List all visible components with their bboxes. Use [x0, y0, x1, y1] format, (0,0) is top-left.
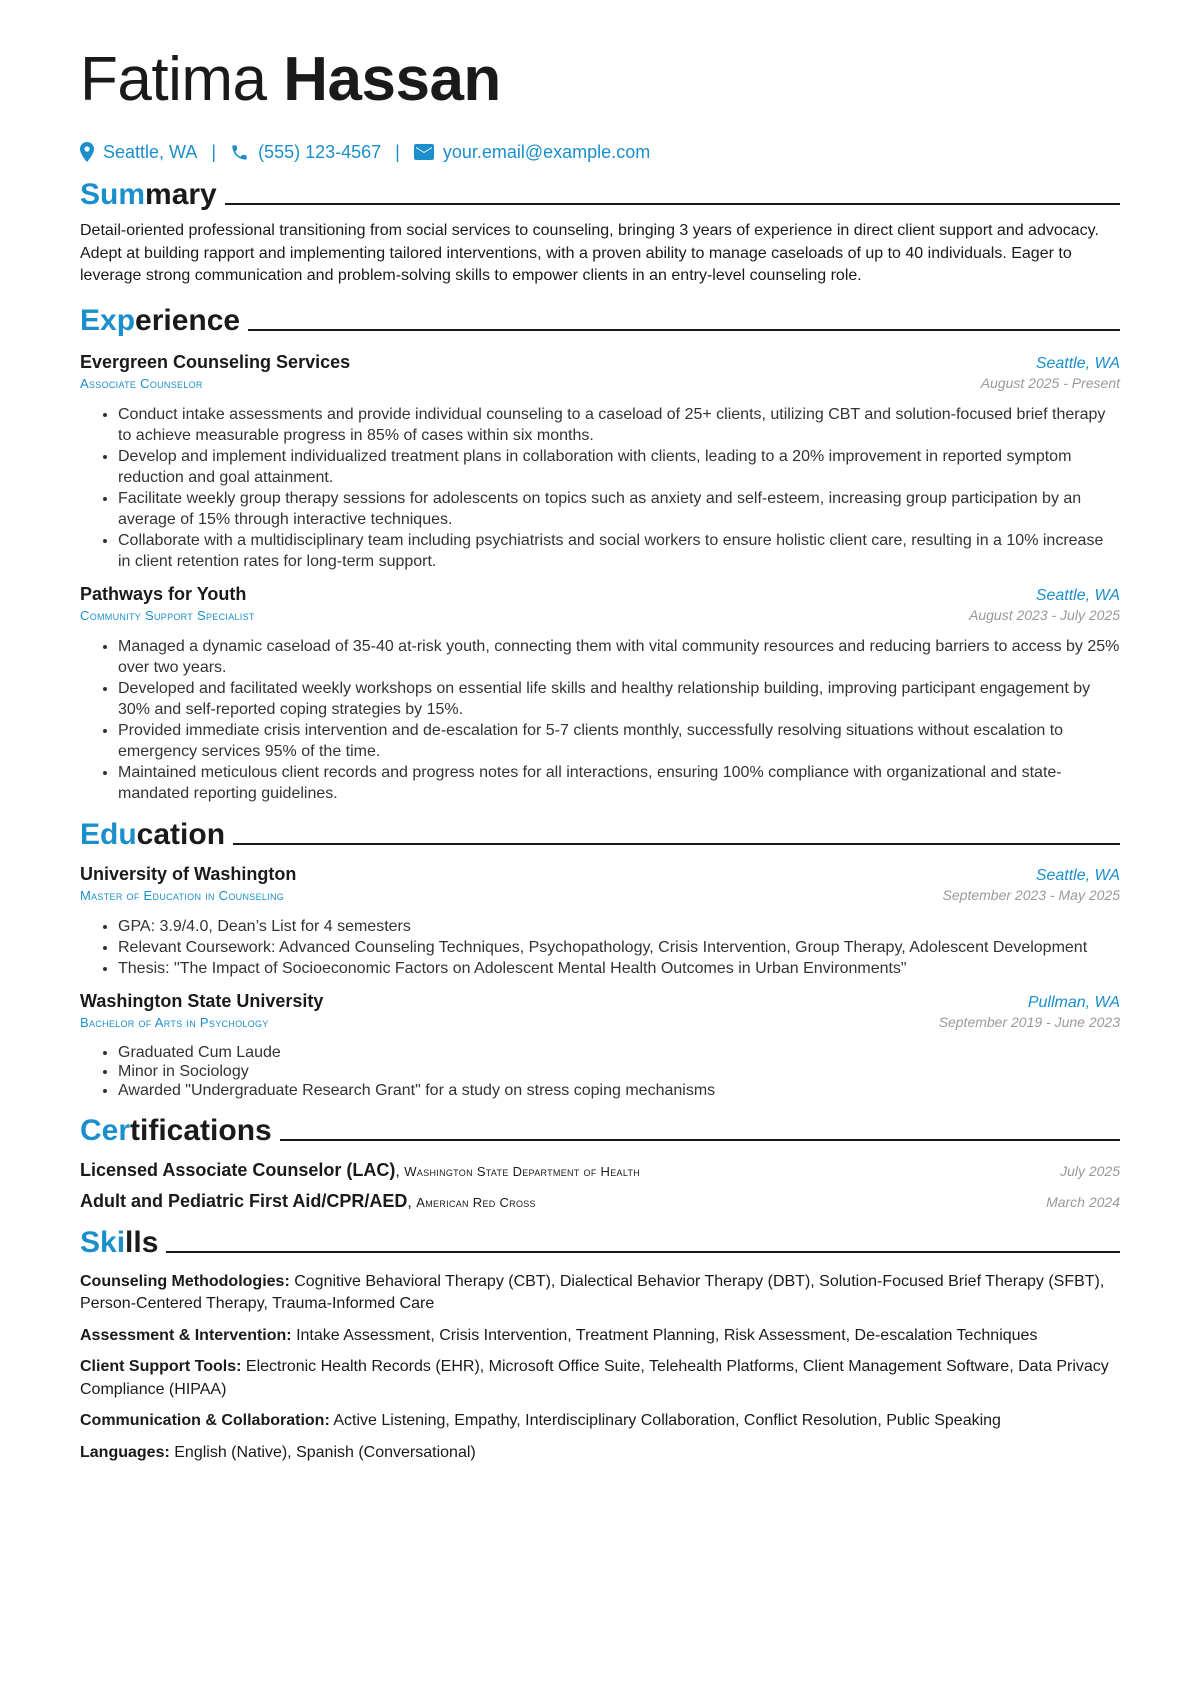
location-text: Seattle, WA [103, 141, 198, 162]
bullet-list [80, 916, 1120, 979]
skill-value: Electronic Health Records (EHR), Microsoft Office Suite, Telehealth Platforms, Client Management Software, Data Privacy Compliance (HIPAA) [80, 1358, 1109, 1398]
degree: Bachelor of Arts in Psychology [80, 1014, 269, 1030]
section-title: Summary [80, 178, 217, 211]
entry-date: September 2023 - May 2025 [942, 886, 1120, 903]
entry-date: August 2023 - July 2025 [969, 606, 1120, 623]
education-heading [80, 816, 1120, 854]
section-title: Education [80, 817, 226, 851]
skill-label: Counseling Methodologies: [80, 1272, 290, 1290]
bullet-item: • GPA: 3.9/4.0, Dean’s List for 4 semesters [118, 916, 1120, 937]
certification-issuer: American Red Cross [416, 1194, 536, 1210]
bullet-list [80, 404, 1120, 572]
email-text: your.email@example.com [442, 141, 651, 162]
bullet-list [80, 636, 1120, 804]
skill-row [80, 1442, 1120, 1465]
summary-heading [80, 176, 1120, 214]
entry-location: Seattle, WA [1035, 586, 1120, 604]
entry-location: Pullman, WA [1027, 993, 1120, 1011]
certification-issuer: Washington State Department of Health [404, 1163, 641, 1179]
contact-phone[interactable] [230, 142, 381, 163]
contact-location [80, 142, 197, 163]
bullet-item: • Thesis: "The Impact of Socioeconomic Factors on Adolescent Mental Health Outcomes in Urban Environments" [118, 958, 1120, 979]
envelope-icon [414, 144, 434, 160]
bullet-item: • Collaborate with a multidisciplinary team including psychiatrists and social workers to ensure holistic client care, resulting in a 10% increase in client retention rates for long-term support. [118, 530, 1120, 572]
education-entry [80, 862, 1120, 979]
summary-text: Detail-oriented professional transitioning from social services to counseling, bringing 3 years of experience in direct client support and advocacy. Adept at building rapport and implementing tailored interventions, with a proven ability to manage caseloads of up to 40 individuals. Eager to leverage strong communication and problem-solving skills to empower clients in an entry-level counseling role. [80, 222, 1099, 284]
section-rule [225, 203, 1120, 205]
certifications-heading [80, 1112, 1120, 1150]
bullet-item: • Minor in Sociology [118, 1062, 1120, 1081]
job-title: Associate Counselor [80, 375, 203, 391]
bullet-item: • Maintained meticulous client records and progress notes for all interactions, ensuring 100% compliance with organizational and state-mandated reporting guidelines. [118, 762, 1120, 804]
first-name: Fatima [80, 45, 267, 114]
experience-entry [80, 350, 1120, 572]
section-rule [233, 843, 1120, 845]
experience-entry [80, 582, 1120, 804]
experience-heading [80, 302, 1120, 340]
section-rule [280, 1139, 1120, 1141]
skill-row [80, 1356, 1120, 1401]
entry-date: August 2025 - Present [980, 374, 1120, 391]
skill-row [80, 1410, 1120, 1433]
contact-bar [80, 140, 1120, 164]
bullet-item: • Relevant Coursework: Advanced Counseling Techniques, Psychopathology, Crisis Intervention, Group Therapy, Adolescent Development [118, 937, 1120, 958]
section-title: Experience [80, 303, 241, 337]
certification-date: July 2025 [1060, 1162, 1120, 1179]
skills-heading [80, 1224, 1120, 1262]
entry-location: Seattle, WA [1035, 354, 1120, 372]
skill-label: Languages: [80, 1443, 170, 1461]
certification-item: Adult and Pediatric First Aid/CPR/AED, American Red Cross March 2024 [80, 1190, 1120, 1211]
bullet-item: • Awarded "Undergraduate Research Grant" for a study on stress coping mechanisms [118, 1081, 1120, 1100]
bullet-item: • Managed a dynamic caseload of 35-40 at-risk youth, connecting them with vital community resources and reducing barriers to access by 25% over two years. [118, 636, 1120, 678]
school-name: Washington State University [80, 990, 324, 1011]
contact-email[interactable] [414, 142, 650, 163]
job-title: Community Support Specialist [80, 607, 255, 623]
certification-name: Adult and Pediatric First Aid/CPR/AED [80, 1190, 408, 1211]
last-name: Hassan [283, 45, 501, 114]
phone-text: (555) 123-4567 [258, 141, 382, 162]
skill-value: Cognitive Behavioral Therapy (CBT), Dialectical Behavior Therapy (DBT), Solution-Focused Brief Therapy (SFBT), Person-Centered Therapy, Trauma-Informed Care [80, 1272, 1105, 1312]
bullet-item: • Provided immediate crisis intervention and de-escalation for 5-7 clients monthly, successfully resolving situations without escalation to emergency services 95% of the time. [118, 720, 1120, 762]
skill-label: Communication & Collaboration: [80, 1412, 330, 1429]
section-rule [166, 1251, 1120, 1253]
map-pin-icon [80, 142, 94, 162]
school-name: University of Washington [80, 863, 297, 884]
bullet-item: • Conduct intake assessments and provide individual counseling to a caseload of 25+ clients, utilizing CBT and solution-focused brief therapy to achieve measurable progress in 85% of cases within six months. [118, 404, 1120, 446]
bullet-list [80, 1043, 1120, 1100]
degree: Master of Education in Counseling [80, 887, 285, 903]
employer-name: Pathways for Youth [80, 583, 247, 604]
section-title: Skills [80, 1225, 159, 1259]
employer-name: Evergreen Counseling Services [80, 351, 351, 372]
skill-row [80, 1325, 1120, 1348]
certification-date: March 2024 [1046, 1193, 1120, 1210]
certification-name: Licensed Associate Counselor (LAC) [80, 1159, 396, 1180]
candidate-name [80, 38, 1120, 122]
contact-separator: | [395, 141, 400, 162]
phone-icon [230, 143, 249, 162]
education-entry [80, 989, 1120, 1100]
skill-value: Active Listening, Empathy, Interdisciplinary Collaboration, Conflict Resolution, Public Speaking [333, 1412, 1001, 1429]
skill-label: Client Support Tools: [80, 1358, 242, 1375]
bullet-item: • Graduated Cum Laude [118, 1043, 1120, 1062]
entry-location: Seattle, WA [1035, 866, 1120, 884]
skill-row [80, 1271, 1120, 1316]
section-rule [248, 329, 1120, 331]
bullet-item: • Develop and implement individualized treatment plans in collaboration with clients, leading to a 20% improvement in reported symptom reduction and goal attainment. [118, 446, 1120, 488]
contact-separator: | [211, 141, 217, 162]
skill-value: English (Native), Spanish (Conversational) [174, 1443, 476, 1461]
entry-date: September 2019 - June 2023 [938, 1013, 1120, 1030]
bullet-item: • Developed and facilitated weekly workshops on essential life skills and healthy relationship building, improving participant engagement by 30% and self-reported coping strategies by 15%. [118, 678, 1120, 720]
skill-value: Intake Assessment, Crisis Intervention, Treatment Planning, Risk Assessment, De-escalation Techniques [296, 1326, 1038, 1344]
bullet-item: • Facilitate weekly group therapy sessions for adolescents on topics such as anxiety and self-esteem, increasing group participation by an average of 15% through interactive techniques. [118, 488, 1120, 530]
skill-label: Assessment & Intervention: [80, 1326, 292, 1344]
certification-item: Licensed Associate Counselor (LAC), Washington State Department of Health July 2025 [80, 1159, 1120, 1180]
section-title: Certifications [80, 1113, 272, 1147]
